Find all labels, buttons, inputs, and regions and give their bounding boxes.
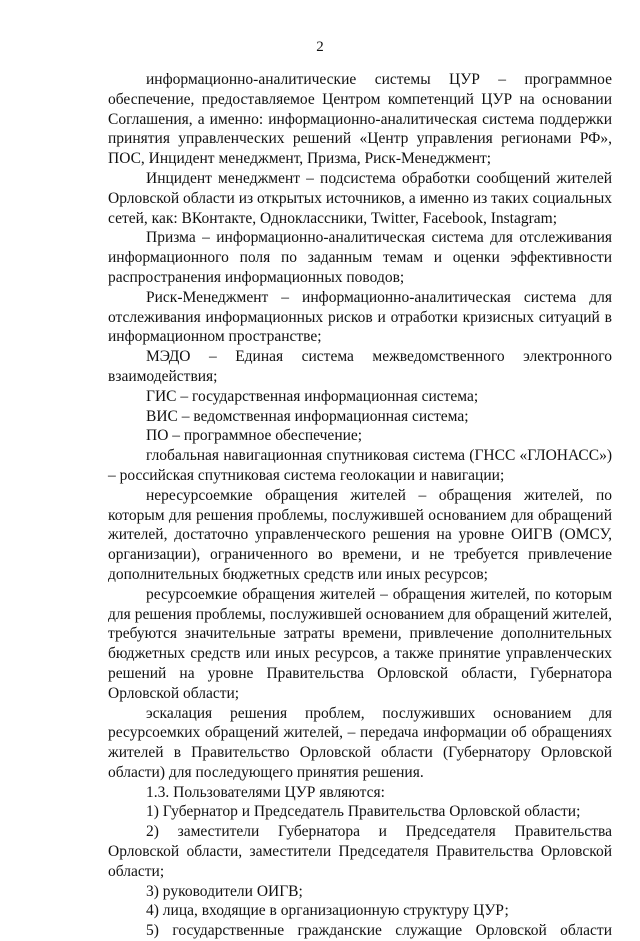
definition-paragraph: информационно-аналитические системы ЦУР – программное обеспечение, предоставляемое Центром компетенций ЦУР на основании Соглашения, а именно: информационно-аналитическая система поддержки принятия управленческих решений «Центр управления регионами РФ», ПОС, Инцидент менеджмент, Призма, Риск-Менеджмент; <box>108 71 612 168</box>
definition-paragraph: Инцидент менеджмент – подсистема обработки сообщений жителей Орловской области из открытых источников, а именно из таких социальных сетей, как: ВКонтакте, Одноклассники, Twitter, Facebook, Instagram; <box>108 169 612 227</box>
section-heading: 1.3. Пользователями ЦУР являются: <box>146 783 385 801</box>
definition-paragraph: эскалация решения проблем, послуживших основанием для ресурсоемких обращений жителей, – передача информации об обращениях жителей в Правительство Орловской области (Губернатору Орловской области) для последующего принятия решения. <box>108 704 612 781</box>
list-item: 1) Губернатор и Председатель Правительства Орловской области; <box>146 803 581 821</box>
definition-paragraph: ПО – программное обеспечение; <box>146 427 363 445</box>
definition-paragraph: Призма – информационно-аналитическая система для отслеживания информационного поля по заданным темам и оценки эффективности распространения информационных поводов; <box>108 229 612 286</box>
list-item: 5) государственные гражданские служащие Орловской области <box>146 922 612 940</box>
list-item: 4) лица, входящие в организационную структуру ЦУР; <box>146 902 509 920</box>
list-item: 2) заместители Губернатора и Председателя Правительства Орловской области, заместители Председателя Правительства Орловской области; <box>108 823 612 880</box>
document-body <box>108 70 612 941</box>
definition-paragraph: МЭДО – Единая система межведомственного электронного взаимодействия; <box>108 348 612 385</box>
definition-paragraph: ГИС – государственная информационная система; <box>146 387 479 405</box>
page-number: 2 <box>316 39 324 55</box>
definition-paragraph: глобальная навигационная спутниковая система (ГНСС «ГЛОНАСС») – российская спутниковая система геолокации и навигации; <box>108 447 612 484</box>
definition-paragraph: нересурсоемкие обращения жителей – обращения жителей, по которым для решения проблемы, послужившей основанием для обращений жителей, достаточно управленческого решения на уровне ОИГВ (ОМСУ, организации), ограниченного во времени, и не требуется привлечение дополнительных бюджетных средств или иных ресурсов; <box>108 486 612 583</box>
definition-paragraph: ресурсоемкие обращения жителей – обращения жителей, по которым для решения проблемы, послужившей основанием для обращений жителей, требуются значительные затраты времени, привлечение дополнительных бюджетных средств или иных ресурсов, а также принятие управленческих решений на уровне Правительства Орловской области, Губернатора Орловской области; <box>108 585 612 702</box>
definition-paragraph: ВИС – ведомственная информационная система; <box>146 407 469 425</box>
list-item: 3) руководители ОИГВ; <box>146 882 303 900</box>
definition-paragraph: Риск-Менеджмент – информационно-аналитическая система для отслеживания информационных рисков и отработки кризисных ситуаций в информационном пространстве; <box>108 288 612 346</box>
